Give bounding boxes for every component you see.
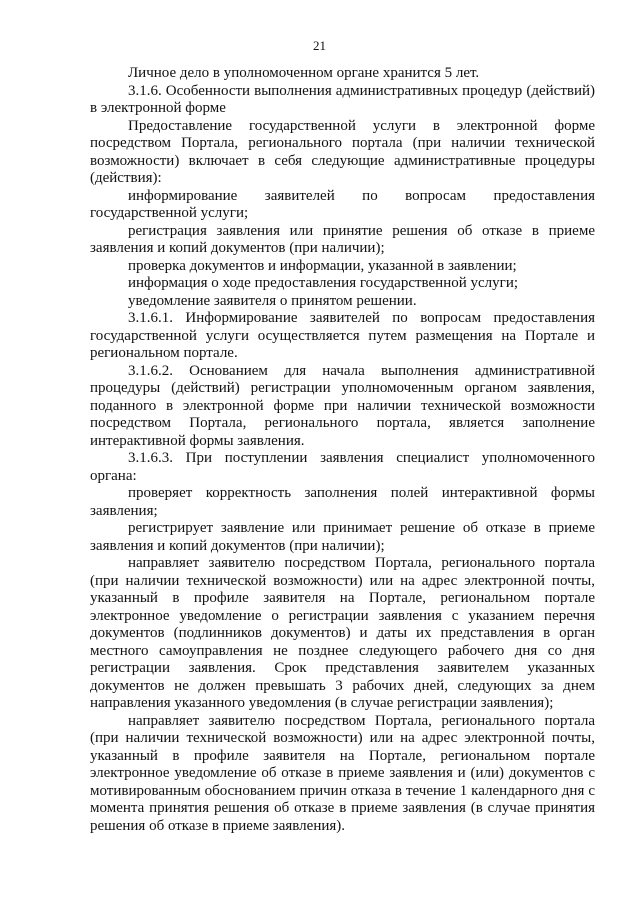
list-item: информирование заявителей по вопросам предоставления государственной услуги; <box>90 187 595 221</box>
list-item: регистрация заявления или принятие решения об отказе в приеме заявления и копий документов (при наличии); <box>90 222 595 256</box>
list-item: направляет заявителю посредством Портала, регионального портала (при наличии технической возможности) или на адрес электронной почты, указанный в профиле заявителя на Портале, региональном портале электронное уведомление о регистрации заявления с указанием перечня документов (подлинников документов) и даты их представления в орган местного самоуправления не позднее следующего рабочего дня со дня регистрации заявления. Срок представления заявителем указанных документов не должен превышать 3 рабочих дней, следующих за днем направления указанного уведомления (в случае регистрации заявления); <box>90 555 595 711</box>
list-item: проверка документов и информации, указанной в заявлении; <box>128 257 517 274</box>
paragraph: Предоставление государственной услуги в электронной форме посредством Портала, регионального портала (при наличии технической возможности) включает в себя следующие административные процедуры (действия): <box>90 117 595 186</box>
list-item: информация о ходе предоставления государственной услуги; <box>128 275 519 291</box>
section-heading: 3.1.6. Особенности выполнения административных процедур (действий) в электронной форме <box>90 82 595 116</box>
list-item: уведомление заявителя о принятом решении. <box>128 292 417 309</box>
document-body <box>90 65 595 835</box>
paragraph: 3.1.6.2. Основанием для начала выполнения административной процедуры (действий) регистрации уполномоченным органом заявления, поданного в электронной форме при наличии технической возможности посредством Портала, регионального портала, является заполнение интерактивной формы заявления. <box>90 362 595 449</box>
page-number: 21 <box>313 38 326 53</box>
paragraph: 3.1.6.3. При поступлении заявления специалист уполномоченного органа: <box>90 450 595 484</box>
paragraph: 3.1.6.1. Информирование заявителей по вопросам предоставления государственной услуги осуществляется путем размещения на Портале и региональном портале. <box>90 310 595 361</box>
list-item: регистрирует заявление или принимает решение об отказе в приеме заявления и копий документов (при наличии); <box>90 520 595 554</box>
list-item: направляет заявителю посредством Портала, регионального портала (при наличии технической возможности) или на адрес электронной почты, указанный в профиле заявителя на Портале, региональном портале электронное уведомление об отказе в приеме заявления и (или) документов с мотивированным обоснованием причин отказа в течение 1 календарного дня с момента принятия решения об отказе в приеме заявления (в случае принятия решения об отказе в приеме заявления). <box>90 712 595 834</box>
paragraph: Личное дело в уполномоченном органе хранится 5 лет. <box>128 65 480 81</box>
list-item: проверяет корректность заполнения полей интерактивной формы заявления; <box>90 485 595 519</box>
